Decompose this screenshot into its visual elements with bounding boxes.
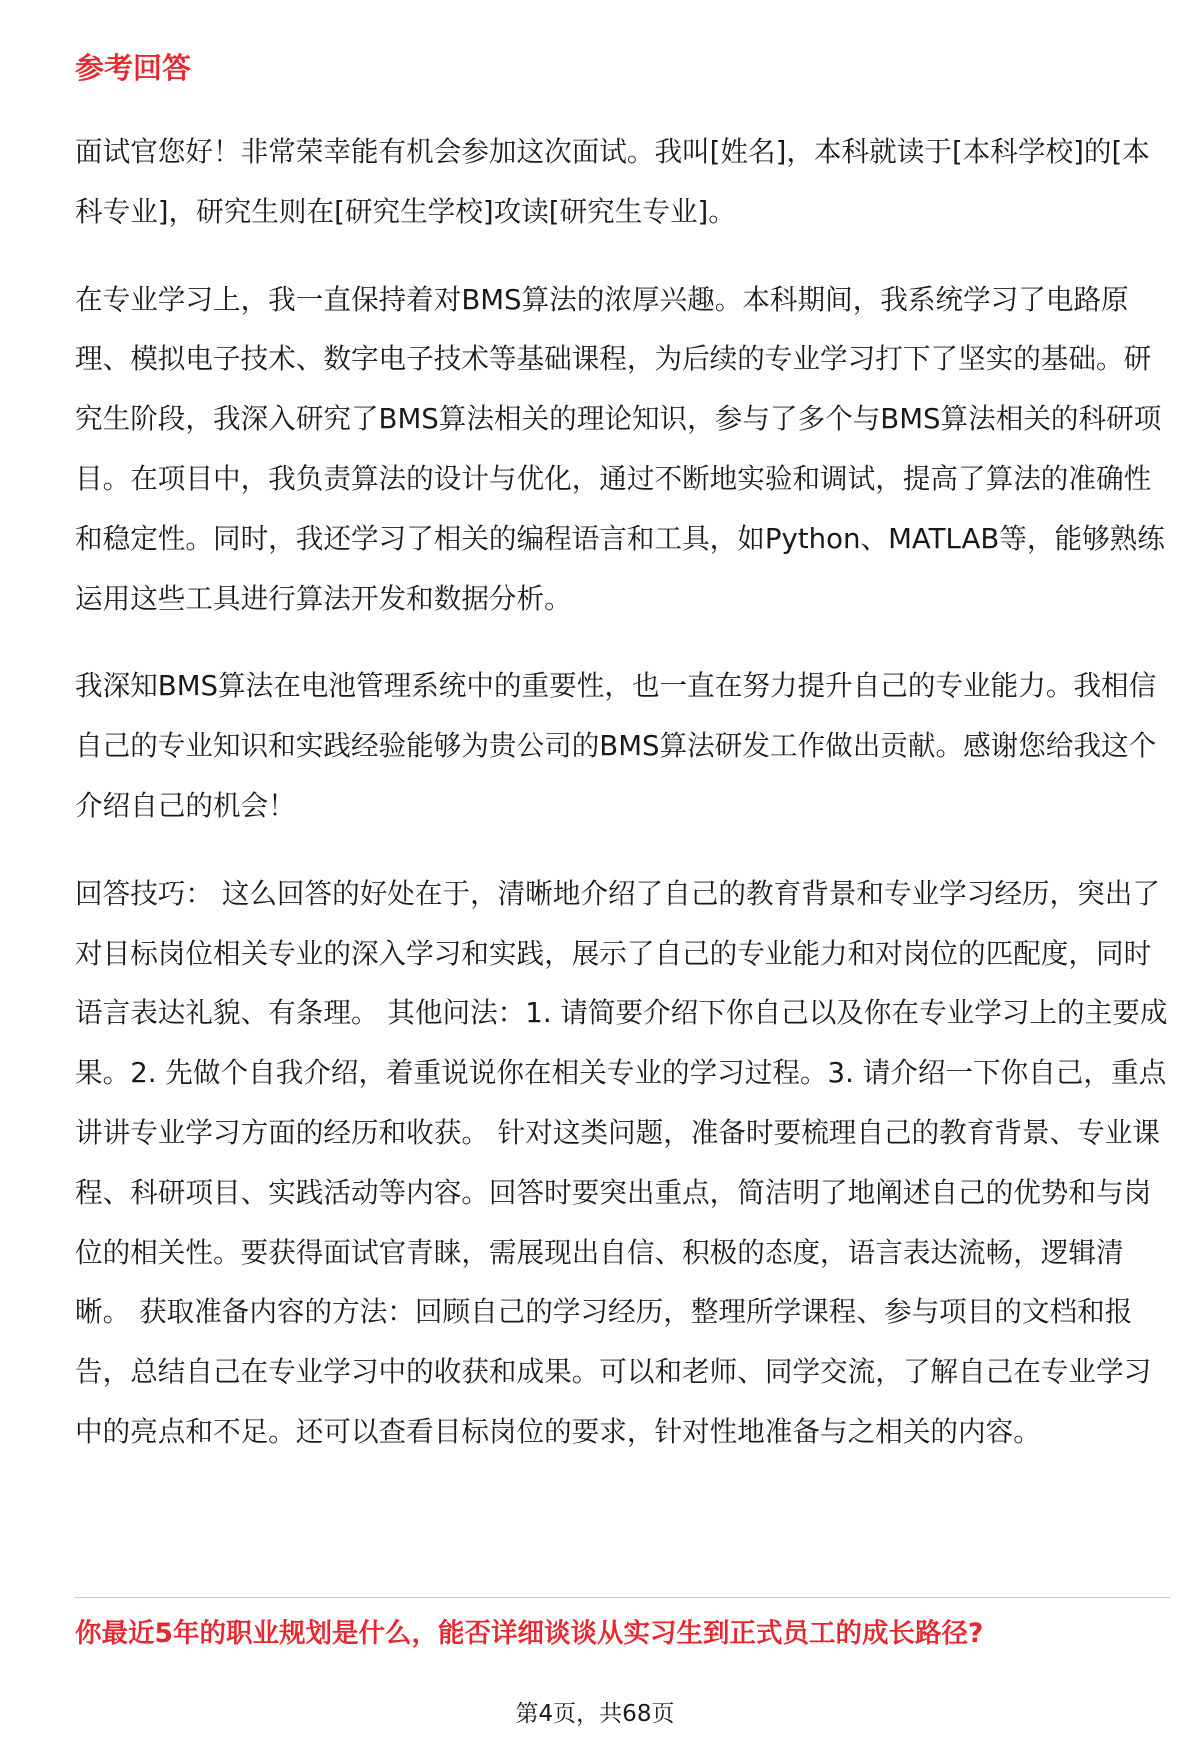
section-heading: 参考回答 [75, 51, 192, 85]
answer-section [75, 48, 1170, 1490]
next-question-heading: 你最近5年的职业规划是什么，能否详细谈谈从实习生到正式员工的成长路径? [75, 1618, 984, 1649]
answer-paragraph-study: 在专业学习上，我一直保持着对BMS算法的浓厚兴趣。本科期间，我系统学习了电路原理、模拟电子技术、数字电子技术等基础课程，为后续的专业学习打下了坚实的基础。研究生阶段，我深入研究了BMS算法相关的理论知识，参与了多个与BMS算法相关的科研项目。在项目中，我负责算法的设计与优化，通过不断地实验和调试，提高了算法的准确性和稳定性。同时，我还学习了相关的编程语言和工具，如Python、MATLAB等，能够熟练运用这些工具进行算法开发和数据分析。 [75, 282, 1165, 615]
answer-tips-paragraph: 回答技巧： 这么回答的好处在于，清晰地介绍了自己的教育背景和专业学习经历，突出了对目标岗位相关专业的深入学习和实践，展示了自己的专业能力和对岗位的匹配度，同时语言表达礼貌、有条理。 其他问法：1. 请简要介绍下你自己以及你在专业学习上的主要成果。2. 先做个自我介绍，着重说说你在相关专业的学习过程。3. 请介绍一下你自己，重点讲讲专业学习方面的经历和收获。 针对这类问题，准备时要梳理自己的教育背景、专业课程、科研项目、实践活动等内容。回答时要突出重点，简洁明了地阐述自己的优势和与岗位的相关性。要获得面试官青睐，需展现出自信、积极的态度，语言表达流畅，逻辑清晰。 获取准备内容的方法：回顾自己的学习经历，整理所学课程、参与项目的文档和报告，总结自己在专业学习中的收获和成果。可以和老师、同学交流，了解自己在专业学习中的亮点和不足。还可以查看目标岗位的要求，针对性地准备与之相关的内容。 [75, 876, 1168, 1448]
section-divider [75, 1597, 1170, 1598]
answer-paragraph-intro: 面试官您好！非常荣幸能有机会参加这次面试。我叫[姓名]，本科就读于[本科学校]的[本科专业]，研究生则在[研究生学校]攻读[研究生专业]。 [75, 135, 1150, 228]
page-number-footer: 第4页，共68页 [515, 1701, 675, 1727]
answer-paragraph-closing: 我深知BMS算法在电池管理系统中的重要性，也一直在努力提升自己的专业能力。我相信自己的专业知识和实践经验能够为贵公司的BMS算法研发工作做出贡献。感谢您给我这个介绍自己的机会！ [75, 669, 1157, 822]
